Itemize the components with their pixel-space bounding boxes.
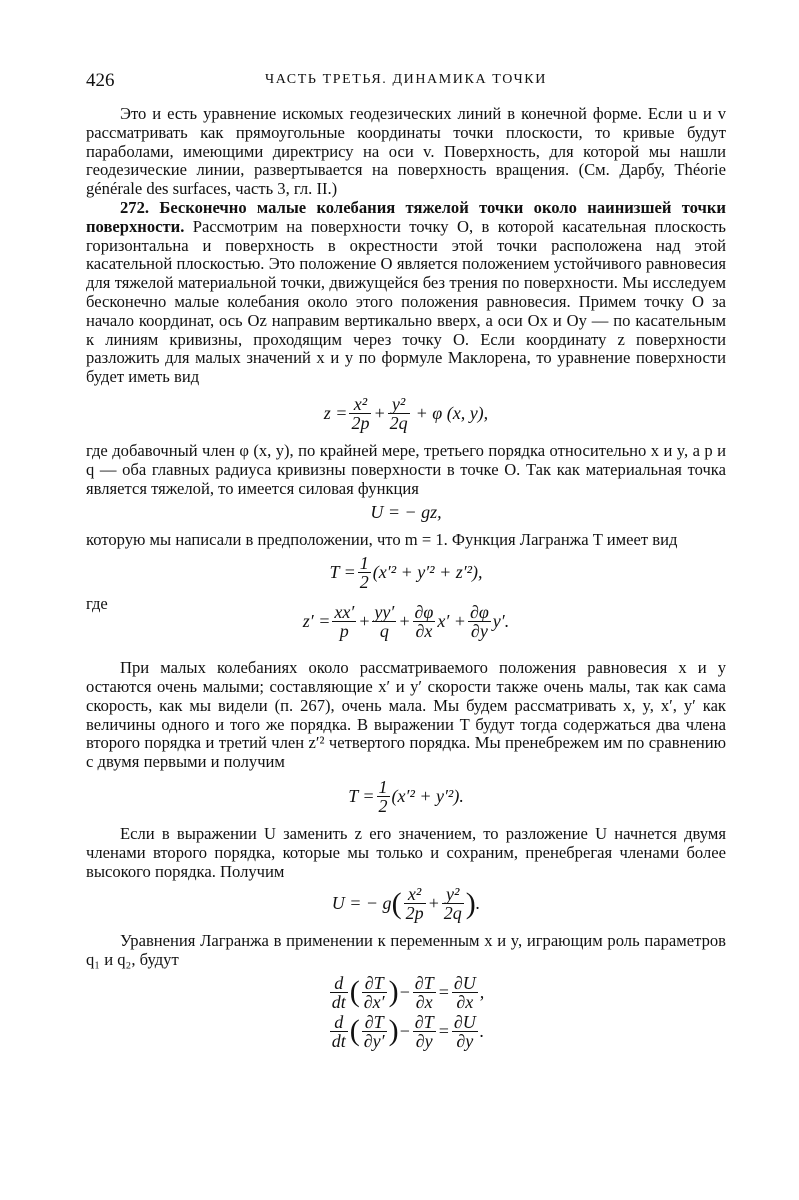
where-label: где [86, 594, 108, 614]
equation-z-prime: z′ = $\frac{xx'}{p}$ + $\frac{yy'}{q}$ + $\frac{\partial\varphi}{\partial x}$ x′ + $\frac{\partial\varphi}{\partial y}$ y′. [302, 602, 510, 642]
paragraph-lagrangian-intro: которую мы написали в предположении, что m = 1. Функция Лагранжа T имеет вид [86, 530, 678, 550]
equation-potential-reduced: U = − g ( $\frac{\text{x²}}{2p}$ + $\frac{\text{y²}}{2q}$ ) . [331, 884, 481, 924]
paragraph-small-oscillations: При малых колебаниях около рассматриваемого положения равновесия x и y остаются очень малыми; составляющие x′ и y′ скорости также очень малы, так как сама скорость, как мы видели (п. 267), очень мала. Мы будем рассматривать x, y, x′, y′ как величины одного и того же порядка. В выражении T будут тогда содержаться два члена второго порядка и третий член z′² четвертого порядка. Мы пренебрежем им по сравнению с двумя первыми и получим [86, 658, 726, 772]
equation-surface: z = $\frac{\text{x²}}{2p}$ + $\frac{\text{y²}}{2q}$ + φ (x, y), [323, 393, 489, 433]
equation-force-function: U = − gz, [370, 502, 442, 523]
section-number: 272. [120, 197, 150, 217]
paragraph-potential-expansion: Если в выражении U заменить z его значением, то разложение U начнется двумя членами второго порядка, которые мы только и сохраним, пренебрегая членами более высокого порядка. Получим [86, 823, 726, 881]
paragraph-geodesic-conclusion: Это и есть уравнение искомых геодезических линий в конечной форме. Если u и v рассматривать как прямоугольные координаты точки плоскости, то кривые будут параболами, имеющими директрису на оси v. Поверхность, для которой мы нашли геодезические линии, развертывается на поверхность вращения. (См. Дарбу, Théorie générale des surfaces, часть 3, гл. II.) [86, 104, 726, 199]
equation-zprime-block [86, 595, 726, 641]
page-number: 426 [86, 70, 115, 91]
page-body [86, 105, 726, 1050]
fraction: $\frac{\text{y²}}{2q}$ [389, 393, 408, 433]
running-title: ЧАСТЬ ТРЕТЬЯ. ДИНАМИКА ТОЧКИ [265, 72, 547, 87]
section-272 [86, 199, 726, 387]
fraction: $\frac{\text{x²}}{2p}$ [351, 393, 370, 433]
section-text: Рассмотрим на поверхности точку O, в которой касательная плоскость горизонтальна и поверхность в окрестности этой точки расположена над этой касательной плоскостью. Это положение O является положением устойчивого равновесия для тяжелой материальной точки, движущейся без трения по поверхности. Мы исследуем бесконечно малые колебания около этого положения равновесия. Примем точку O за начало координат, ось Oz направим вертикально вверх, а оси Ox и Oy — по касательным к линиям кривизны, проходящим через точку O. Если координату z поверхности разложить для малых значений x и y по формуле Маклорена, то уравнение поверхности будет иметь вид [86, 216, 726, 387]
eq-lhs: z = [323, 402, 348, 423]
fraction: $\frac{1}{2}$ [359, 553, 369, 593]
equation-lagrange-x: $\frac{d}{dt}$ ( $\frac{\partial T}{\partial x'}$ ) − $\frac{\partial T}{\partial x}$ = $\frac{\partial U}{\partial x}$ , [331, 972, 485, 1012]
paragraph-lagrange-equations: Уравнения Лагранжа в применении к переменным x и y, играющим роль параметров q₁ и q₂, будут [86, 931, 726, 970]
section-title: Бесконечно малые колебания тяжелой точки около наинизшей точки поверхности. [86, 197, 726, 236]
paragraph-potential: где добавочный член φ (x, y), по крайней мере, третьего порядка относительно x и y, а p и q — оба главных радиуса кривизны поверхности в точке O. Так как материальная точка является тяжелой, то имеется силовая функция [86, 440, 726, 498]
page-header [86, 70, 726, 94]
equation-kinetic-reduced: T = $\frac{1}{2}$ (x′² + y′²). [348, 776, 464, 816]
equation-lagrange-y: $\frac{d}{dt}$ ( $\frac{\partial T}{\partial y'}$ ) − $\frac{\partial T}{\partial y}$ = $\frac{\partial U}{\partial y}$ . [331, 1011, 485, 1051]
equation-kinetic-energy: T = $\frac{1}{2}$ (x′² + y′² + z′²), [329, 553, 483, 593]
